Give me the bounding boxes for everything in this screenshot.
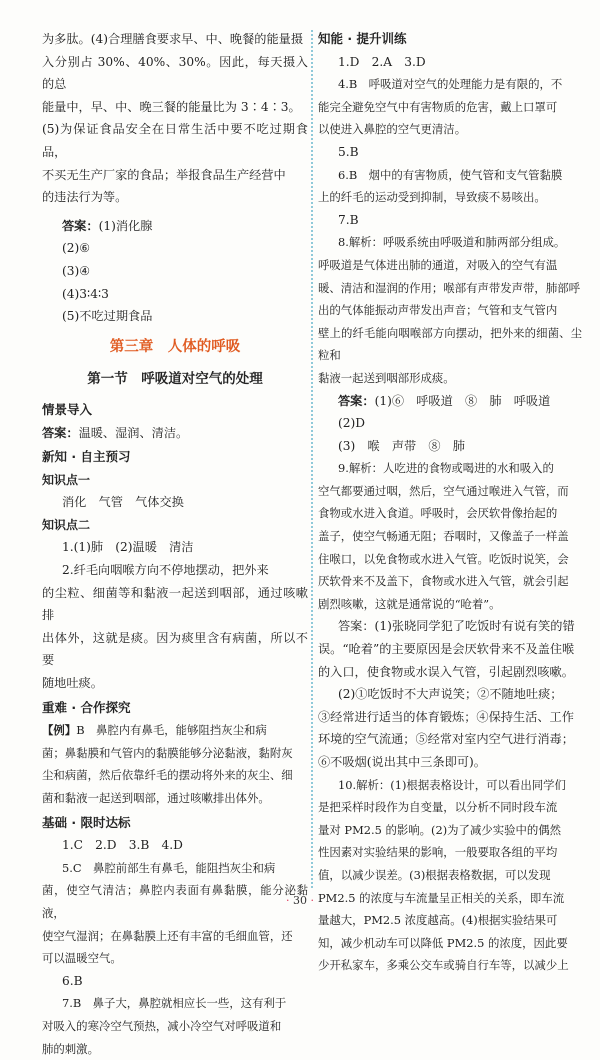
question-4	[318, 73, 582, 141]
text-line: 上的纤毛的运动受到抑制，导致痰不易咳出。	[318, 190, 546, 205]
text-line: 8.解析：呼吸系统由呼吸道和肺两部分组成。	[338, 235, 566, 250]
text-line: 使空气湿润；在鼻黏膜上还有丰富的毛细血管，还	[42, 928, 293, 943]
text-line: 误。“呛着”的主要原因是会厌软骨来不及盖住喉	[318, 642, 575, 657]
text-line: ⑥不吸烟(说出其中三条即可)。	[318, 755, 486, 769]
answer-text: (1)⑥ 呼吸道 ⑧ 肺 呼吸道	[374, 393, 551, 408]
text-line: 住喉口，以免食物或水进入气管。吃饭时说笑，会	[318, 551, 569, 566]
heading-xinzhi: 新知 · 自主预习	[42, 449, 131, 465]
answers-1-4: 1.C 2.D 3.B 4.D	[62, 838, 183, 853]
question-10	[318, 774, 582, 977]
text-line: 答案：(1)张晓同学犯了吃饭时有说有笑的错	[338, 619, 575, 634]
chapter-title: 第三章 人体的呼吸	[109, 338, 241, 355]
text-line: (5)为保证食品安全在日常生活中要不吃过期食品，	[42, 122, 308, 159]
text-line: 7.B 鼻子大，鼻腔就相应长一些，这有利于	[62, 996, 287, 1011]
answers-1-3: 1.D 2.A 3.D	[338, 54, 426, 69]
text-line: 呼吸道是气体进出肺的通道，对吸入的空气有温	[318, 257, 558, 272]
heading-zhongnan: 重难 · 合作探究	[42, 699, 131, 715]
text-line: 4.B 呼吸道对空气的处理能力是有限的，不	[338, 77, 563, 92]
question-6	[318, 164, 582, 209]
question-5	[42, 857, 308, 970]
column-divider	[311, 30, 313, 888]
text-line: 6.B 烟中的有害物质，使气管和支气管黏膜	[338, 167, 563, 182]
heading-knowledge-2: 知识点二	[42, 517, 91, 532]
dot-decoration: ·	[286, 894, 290, 907]
dot-decoration: ·	[310, 894, 314, 907]
text-span: B 鼻腔内有鼻毛，能够阻挡灰尘和病	[76, 723, 267, 738]
question-5: 5.B	[338, 144, 359, 159]
text-line: 的入口，使食物或水误入气管，引起剧烈咳嗽。	[318, 664, 574, 679]
text-line: 暖、清洁和湿润的作用；喉部有声带发声带，肺部呼	[318, 280, 580, 295]
text-line: 环境的空气流通；⑤经常对室内空气进行消毒；	[318, 732, 574, 747]
text-line: 2.纤毛向咽喉方向不停地摆动，把外来	[62, 563, 269, 578]
text-line: 值，以减少误差。(3)根据表格数据，可以发现	[318, 867, 551, 882]
heading-jichu: 基础 · 限时达标	[42, 814, 131, 830]
text-line: 壁上的纤毛能向咽喉部方向摆动，把外来的细菌、尘粒和	[318, 325, 582, 363]
text-line: 少开私家车，多乘公交车或骑自行车等，以减少上	[318, 958, 569, 973]
question-7	[42, 992, 308, 1060]
answer-line: (4)3∶4∶3	[62, 286, 109, 301]
text-line: 10.解析：(1)根据表格设计，可以看出同学们	[338, 777, 566, 792]
text-line: 厌软骨来不及盖下，食物或水进入气管，就会引起	[318, 574, 569, 589]
heading-qingjing: 情景导入	[42, 401, 93, 417]
answer-label: 答案：	[338, 393, 375, 408]
text-line: 是把采样时段作为自变量，以分析不同时段车流	[318, 800, 558, 815]
text-line: 食物或水进入食道。呼吸时，会厌软骨像抬起的	[318, 506, 558, 521]
text-line: 入分别占 30%、40%、30%。因此，每天摄入的总	[42, 54, 308, 92]
q9-answer-2	[318, 683, 582, 773]
text-line: 9.解析：人吃进的食物或喝进的水和吸入的	[338, 461, 554, 476]
text-line: 量对 PM2.5 的影响。(2)为了减少实验中的偶然	[318, 822, 562, 837]
heading-knowledge-1: 知识点一	[42, 472, 91, 487]
text-line: ③经常进行适当的体育锻炼；④保持生活、工作	[318, 709, 574, 724]
q8-answer-2: (2)D	[338, 416, 366, 431]
page-number: 30	[293, 894, 307, 907]
text-line: (2)①吃饭时不大声说笑；②不随地吐痰；	[338, 687, 563, 702]
text-line: 能完全避免空气中有害物质的危害，戴上口罩可	[318, 99, 558, 114]
text-line: 空气都要通过咽，然后，空气通过喉进入气管，而	[318, 483, 569, 498]
text-line: 为多肽。(4)合理膳食要求早、中、晚餐的能量摄	[42, 32, 304, 46]
text-line	[42, 719, 308, 742]
knowledge-2-paragraph	[42, 559, 308, 695]
text-line: 对吸入的寒冷空气预热，减小冷空气对呼吸道和	[42, 1018, 282, 1033]
text-line: 知，减少机动车可以降低 PM2.5 的浓度，因此要	[318, 935, 568, 950]
text-line: 性因素对实验结果的影响，一般要取各组的平均	[318, 845, 558, 860]
question-6: 6.B	[62, 973, 83, 988]
q9-answer-1	[318, 615, 582, 683]
text-line: 尘和病菌，然后依靠纤毛的摆动将外来的灰尘、细	[42, 768, 293, 783]
answer-line	[42, 215, 308, 238]
text-line: 以使进入鼻腔的空气更清洁。	[318, 122, 467, 137]
q8-answer-3: (3) 喉 声带 ⑧ 肺	[338, 438, 465, 453]
section-title: 第一节 呼吸道对空气的处理	[87, 371, 263, 388]
text-line: 量越大，PM2.5 浓度越高。(4)根据实验结果可	[318, 913, 558, 928]
answer-text: 温暖、湿润、清洁。	[78, 425, 189, 440]
example-paragraph	[42, 719, 308, 809]
text-line: 的违法行为等。	[42, 190, 128, 205]
qingjing-answer	[42, 422, 308, 445]
text-line: 菌和黏液一起送到咽部，通过咳嗽排出体外。	[42, 791, 270, 805]
text-line: 剧烈咳嗽，这就是通常说的“呛着”。	[318, 596, 501, 611]
text-line: PM2.5 的浓度与车流量呈正相关的关系，即车流	[318, 890, 565, 905]
q8-answer-1	[318, 390, 582, 413]
answer-line: (3)④	[62, 263, 91, 278]
text-line: 5.C 鼻腔前部生有鼻毛，能阻挡灰尘和病	[62, 860, 276, 875]
text-line: 黏液一起送到咽部形成痰。	[318, 370, 455, 385]
heading-zhineng: 知能 · 提升训练	[318, 31, 407, 46]
answer-label: 答案：	[62, 218, 99, 233]
text-line: 能量中，早、中、晚三餐的能量比为 3∶4∶3。	[42, 99, 301, 114]
right-column	[318, 28, 582, 977]
text-line: 可以温暖空气。	[42, 951, 122, 966]
text-line: 出的气体能振动声带发出声音；气管和支气管内	[318, 303, 558, 318]
knowledge-2-line: 1.(1)肺 (2)温暖 清洁	[62, 540, 194, 555]
text-line: 不买无生产厂家的食品；举报食品生产经营中	[42, 167, 286, 182]
example-label: 【例】	[42, 723, 77, 738]
answer-line: (5)不吃过期食品	[62, 309, 153, 324]
text-line: 随地吐痰。	[42, 676, 103, 691]
question-7: 7.B	[338, 212, 359, 227]
page-footer	[0, 894, 600, 907]
answer-text: (1)消化腺	[98, 218, 153, 233]
text-line: 菌，使空气清洁；鼻腔内表面有鼻黏膜，能分泌黏液，	[42, 883, 308, 920]
question-9	[318, 457, 582, 615]
question-8	[318, 231, 582, 389]
intro-paragraph	[42, 28, 308, 209]
text-line: 盖子，使空气畅通无阻；吞咽时，又像盖子一样盖	[318, 529, 569, 544]
text-line: 菌；鼻黏膜和气管内的黏膜能够分泌黏液，黏附灰	[42, 745, 293, 760]
knowledge-1-text: 消化 气管 气体交换	[62, 495, 184, 510]
text-line: 的尘粒、细菌等和黏液一起送到咽部，通过咳嗽排	[42, 585, 308, 623]
text-line: 出体外，这就是痰。因为痰里含有病菌，所以不要	[42, 630, 308, 668]
answer-line: (2)⑥	[62, 241, 91, 256]
answer-label: 答案：	[42, 425, 79, 440]
text-line: 肺的刺激。	[42, 1041, 99, 1056]
